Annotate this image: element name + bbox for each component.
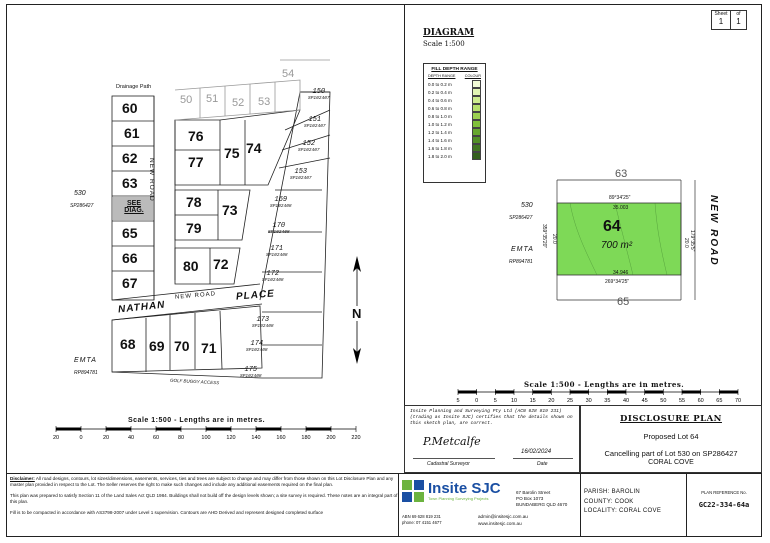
- diagram-scale-tick-label: 35: [604, 398, 611, 404]
- main-scale-segment: [106, 428, 131, 431]
- greyed-lot-54: 54: [282, 68, 295, 80]
- ref-sp: SP102407: [290, 176, 312, 181]
- dist-left: 20.0: [551, 234, 557, 244]
- ref-lot: 172: [266, 270, 280, 278]
- golf-access-label: GOLF BUGGY ACCESS: [169, 377, 220, 386]
- legend-row: [428, 88, 481, 96]
- diagram-scale-tick-label: 50: [660, 398, 667, 404]
- diagram-scale-tick-label: 20: [548, 398, 555, 404]
- diagram-scale-tick-label: 55: [678, 398, 686, 404]
- legend-col-colour: COLOUR: [464, 74, 481, 78]
- main-scale-text: Scale 1:500 - Lengths are in metres.: [128, 417, 266, 424]
- lot-78: 78: [186, 194, 202, 210]
- company-address: [516, 490, 567, 509]
- lot-70: 70: [174, 338, 190, 354]
- ref-divider: [686, 473, 687, 537]
- company-web[interactable]: www.insitesjc.com.au: [478, 520, 522, 526]
- diagram-lot-530: 530: [521, 202, 533, 209]
- ref-174: [246, 340, 268, 353]
- parish: PARISH: BAROLIN: [584, 489, 641, 495]
- estate-name: CORAL COVE: [648, 459, 694, 466]
- diagram-scale-segment: [495, 391, 514, 394]
- main-scale-tick-label: 60: [152, 435, 160, 441]
- address-line-2: PO Box 1073: [516, 496, 544, 502]
- lot-75: 75: [224, 145, 240, 161]
- legend-range: 1.8 to 2.0 m: [428, 153, 452, 159]
- locality: LOCALITY: CORAL COVE: [584, 508, 662, 515]
- ref-sp: SP102408: [268, 230, 290, 235]
- disclaimer-block: [10, 476, 400, 534]
- company-abn: ABN 69 628 819 231: [402, 514, 441, 519]
- ref-152: [298, 140, 320, 153]
- lot-62: 62: [122, 150, 138, 166]
- disclaimer-p3: Fill is to be compacted in accordance with AS3798-2007 under Level 1 supervision. Contours are AHD Derived and represent designed completed surface: [10, 509, 324, 515]
- diagram-scale-bar: [448, 388, 748, 404]
- plan-reference-label: PLAN REFERENCE No.: [701, 490, 747, 495]
- main-scale-tick-label: 200: [326, 435, 336, 441]
- company-logo: [402, 480, 501, 502]
- main-scale-tick-label: 220: [351, 435, 361, 441]
- disclaimer-p1: All road designs, contours, lot sizes/dimensions, easements, services, ties and trees are subject to change and may differ from those shown on this Lot Disclosure Plan and any master plan provided in respect to the Lot. The Seller reserves the right to make such changes and include any additional easements required on the final plan.: [10, 476, 394, 487]
- lot-74: 74: [246, 140, 262, 156]
- plan-reference: [688, 490, 760, 509]
- lot-60: 60: [122, 100, 138, 116]
- lot-65: 65: [122, 225, 138, 241]
- logo-tagline: Town Planning Surveying Projects: [428, 496, 489, 501]
- diagram-labels: [405, 150, 735, 325]
- ref-sp: SP102408: [240, 374, 262, 379]
- lot-72: 72: [213, 256, 229, 272]
- bearing-left: 359°35'20": [541, 224, 547, 249]
- legend-swatch: [472, 96, 481, 104]
- main-scale-segment: [256, 428, 281, 431]
- plan-heading: DISCLOSURE PLAN: [620, 414, 722, 424]
- lot-73: 73: [222, 202, 238, 218]
- ref-lot: 150: [312, 88, 326, 96]
- diagram-scale-tick-label: 5: [456, 398, 460, 404]
- diagram-sp-530: SP286427: [509, 215, 533, 221]
- diagram-scale-segment: [645, 391, 664, 394]
- sheet-label: Sheet: [714, 11, 728, 17]
- ref-lot: 169: [274, 196, 288, 204]
- sp-530-label: SP286427: [70, 203, 94, 209]
- cancelling-text: Cancelling part of Lot 530 on SP286427: [604, 449, 738, 458]
- legend-range: 0.8 to 1.0 m: [428, 113, 452, 119]
- diagram-scale-segment: [533, 391, 552, 394]
- sheet-total: 1: [736, 17, 741, 26]
- main-scale-tick-label: 160: [276, 435, 286, 441]
- lot-71: 71: [201, 340, 217, 356]
- ref-sp: SP102408: [262, 278, 284, 283]
- ref-lot: 153: [294, 168, 308, 176]
- ref-sp: SP102407: [308, 96, 330, 101]
- lot-66: 66: [122, 250, 138, 266]
- legend-range: 1.0 to 1.2 m: [428, 121, 452, 127]
- diagram-lot-below: 65: [617, 296, 630, 308]
- lot-79: 79: [186, 220, 202, 236]
- ref-sp: SP102408: [266, 253, 288, 258]
- diagram-emta: EMTA: [511, 246, 534, 253]
- main-scale-segment: [206, 428, 231, 431]
- date-line: [513, 458, 573, 459]
- diagram-lot-number: 64: [603, 218, 621, 235]
- diagram-scale-segment: [682, 391, 701, 394]
- lot-77: 77: [188, 154, 204, 170]
- company-divider: [580, 473, 581, 537]
- disclaimer-p2: This plan was prepared to satisfy Section 11 of the Land Sales Act QLD 1984. Buildings shall not build off the design levels shown; a site survey is required. These notes are an integral part of this plan.: [10, 492, 398, 504]
- main-scale-tick-label: 0: [79, 435, 83, 441]
- disclaimer-p1-wrap: [10, 476, 400, 488]
- diagram-lot-above: 63: [615, 168, 628, 180]
- company-contact-left: [402, 514, 442, 527]
- diagram-scale-tick-label: 0: [475, 398, 479, 404]
- legend-range: 1.2 to 1.4 m: [428, 129, 452, 135]
- ref-sp: SP102407: [304, 124, 326, 129]
- date-label: Date: [537, 461, 548, 467]
- place-label: PLACE: [235, 288, 276, 303]
- greyed-lot-50: 50: [180, 94, 193, 106]
- title-block: [580, 405, 762, 473]
- certificate-date: 16/02/2024: [521, 449, 552, 455]
- ref-sp: SP102407: [298, 148, 320, 153]
- ref-171: [266, 245, 288, 258]
- diagram-scale-segment: [458, 391, 477, 394]
- legend-row: [428, 96, 481, 104]
- legend-swatch: [472, 88, 481, 96]
- main-plan-labels: [0, 0, 400, 424]
- sheet-number: 1: [718, 17, 724, 26]
- legend-title: FILL DEPTH RANGE: [431, 67, 478, 72]
- logo-mark-icon: [402, 480, 424, 502]
- bearing-right: 179°35'5": [689, 230, 695, 252]
- lot-80: 80: [183, 258, 199, 274]
- greyed-lot-51: 51: [206, 93, 219, 105]
- ref-sp: SP102408: [270, 204, 292, 209]
- legend-swatch: [472, 136, 481, 144]
- diagram-scale-tick-label: 25: [566, 398, 574, 404]
- address-line-3: BUNDABERG QLD 4670: [516, 502, 568, 508]
- main-scale-segment: [156, 428, 181, 431]
- main-scale-tick-label: 80: [177, 435, 185, 441]
- lot-530-label: 530: [74, 190, 86, 197]
- north-arrow-label: N: [352, 306, 362, 321]
- legend-rows: [428, 80, 481, 160]
- ref-170: [268, 222, 290, 235]
- main-scale-tick-label: 120: [226, 435, 236, 441]
- ref-lot: 151: [308, 116, 322, 124]
- county: COUNTY: COOK: [584, 498, 634, 505]
- lot-see-diag: SEE DIAG.: [124, 200, 144, 214]
- legend-range: 1.6 to 1.8 m: [428, 145, 452, 151]
- dist-top: 35.003: [613, 205, 629, 211]
- dist-bottom: 34.946: [613, 270, 629, 276]
- diagram-scale-segment: [607, 391, 626, 394]
- main-scale-tick-label: 20: [52, 435, 60, 441]
- legend-swatch: [472, 112, 481, 120]
- greyed-lot-53: 53: [258, 96, 271, 108]
- ref-173: [252, 316, 274, 329]
- legend-swatch: [472, 120, 481, 128]
- ref-sp: SP102408: [246, 348, 268, 353]
- diagram-lot-area: 700 m²: [601, 240, 633, 251]
- legend-range: 1.4 to 1.6 m: [428, 137, 452, 143]
- main-scale-segment: [56, 428, 81, 431]
- company-email[interactable]: admin@insitesjc.com.au: [478, 514, 528, 519]
- diagram-scale: Scale 1:500: [423, 40, 465, 48]
- proposed-lot: Proposed Lot 64: [643, 432, 699, 441]
- diagram-scale-tick-label: 60: [697, 398, 704, 404]
- ref-lot: 170: [272, 222, 286, 230]
- lot-68: 68: [120, 336, 136, 352]
- diagram-road-label: NEW ROAD: [708, 195, 719, 267]
- diagram-scale-tick-label: 15: [529, 398, 536, 404]
- ref-lot: 171: [270, 245, 284, 253]
- bottom-divider: [6, 473, 762, 474]
- main-scale-tick-label: 180: [301, 435, 311, 441]
- lot-76: 76: [188, 128, 204, 144]
- location-block: [584, 488, 661, 517]
- drainage-path-label: Drainage Path: [116, 84, 152, 90]
- legend-row: [428, 128, 481, 136]
- ref-lot: 152: [302, 140, 316, 148]
- diagram-scale-text: Scale 1:500 - Lengths are in metres.: [524, 380, 685, 389]
- bearing-top: 89°34'25": [609, 195, 631, 201]
- disclaimer-divider: [398, 473, 399, 537]
- main-scale-bar: [40, 425, 380, 445]
- lot-61: 61: [124, 125, 140, 141]
- legend-swatch: [472, 80, 481, 88]
- company-block: [400, 474, 580, 536]
- certificate-text: Insite Planning and Surveying Pty Ltd (ACN 628 819 231) (trading as Insite SJC) certifies that the details shown on this sketch plan, are correct.: [410, 409, 573, 426]
- main-scale-tick-label: 20: [102, 435, 110, 441]
- diagram-scale-tick-label: 5: [493, 398, 497, 404]
- main-scale-tick-label: 40: [127, 435, 135, 441]
- new-road-small-label: NEW ROAD: [174, 291, 217, 301]
- lot-63: 63: [122, 175, 138, 191]
- legend-col-depth: DEPTH RANGE: [428, 74, 456, 78]
- diagram-scale-tick-label: 40: [622, 398, 630, 404]
- legend-range: 0.4 to 0.6 m: [428, 97, 452, 103]
- greyed-lot-52: 52: [232, 97, 245, 109]
- ref-sp: SP102408: [252, 324, 274, 329]
- legend-row: [428, 112, 481, 120]
- main-scale-segment: [306, 428, 331, 431]
- ref-lot: 175: [244, 366, 258, 374]
- bearing-bottom: 269°34'25": [605, 279, 630, 285]
- diagram-scale-tick-label: 45: [641, 398, 648, 404]
- logo-name: Insite SJC: [428, 480, 501, 497]
- legend-row: [428, 104, 481, 112]
- emta-label: EMTA: [74, 357, 97, 364]
- ref-lot: 174: [250, 340, 264, 348]
- ref-153: [290, 168, 312, 181]
- main-scale-tick-label: 140: [251, 435, 261, 441]
- ref-lot: 173: [256, 316, 270, 324]
- plan-reference-value: GC22-334-64a: [698, 501, 750, 509]
- legend-row: [428, 120, 481, 128]
- surveyor-label: Cadastral Surveyor: [427, 461, 470, 467]
- legend-range: 0.2 to 0.4 m: [428, 89, 452, 95]
- new-road-label: NEW ROAD: [148, 158, 155, 202]
- lot-69: 69: [149, 338, 165, 354]
- diagram-emta-ref: RP894781: [509, 259, 533, 265]
- address-line-1: 67 Barolin Street: [516, 490, 551, 495]
- sheet-of-label: of: [736, 11, 741, 17]
- diagram-scale-tick-label: 70: [734, 398, 742, 404]
- legend-range: 0.6 to 0.8 m: [428, 105, 452, 111]
- dist-right: 20.0: [683, 238, 689, 248]
- legend-header: [428, 74, 481, 78]
- diagram-title: DIAGRAM: [423, 28, 475, 38]
- ref-151: [304, 116, 326, 129]
- nathan-label: NATHAN: [117, 299, 166, 316]
- signature-line: [413, 458, 495, 459]
- diagram-scale-tick-label: 10: [510, 398, 518, 404]
- diagram-scale-segment: [570, 391, 589, 394]
- ref-172: [262, 270, 284, 283]
- diagram-scale-tick-label: 30: [585, 398, 592, 404]
- main-scale-tick-label: 100: [201, 435, 211, 441]
- company-phone: phone: 07 4151 4677: [402, 520, 442, 526]
- legend-swatch: [472, 104, 481, 112]
- legend-row: [428, 136, 481, 144]
- ref-169: [270, 196, 292, 209]
- diagram-scale-segment: [719, 391, 738, 394]
- certificate-block: [404, 405, 580, 473]
- legend-swatch: [472, 128, 481, 136]
- legend-row: [428, 80, 481, 88]
- ref-150: [308, 88, 330, 101]
- surveyor-signature: P.Metcalfe: [423, 435, 481, 448]
- company-contact-right: [478, 514, 528, 528]
- disclaimer-lead: Disclaimer:: [10, 476, 35, 481]
- ref-175: [240, 366, 262, 379]
- legend-range: 0.0 to 0.2 m: [428, 81, 452, 87]
- lot-67: 67: [122, 275, 138, 291]
- emta-ref-label: RP894781: [74, 370, 98, 376]
- sheet-number-box: [711, 10, 747, 30]
- diagram-scale-tick-label: 65: [716, 398, 723, 404]
